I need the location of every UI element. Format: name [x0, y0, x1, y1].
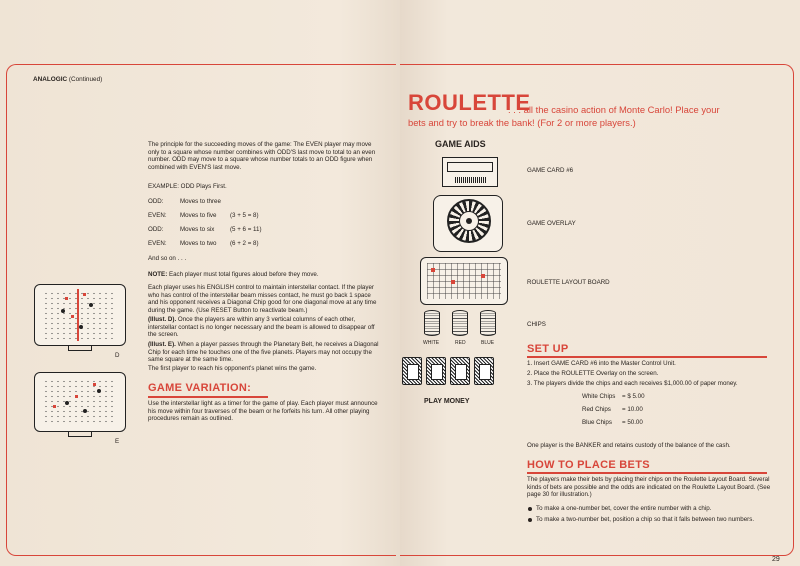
money-bill-image [450, 357, 470, 385]
money-bill-image [426, 357, 446, 385]
variation-underline [148, 396, 268, 398]
banker-paragraph: One player is the BANKER and retains custody of the balance of the cash. [527, 442, 731, 449]
example-calc: (5 + 6 = 11) [230, 226, 262, 233]
illustration-d-screen [34, 284, 126, 346]
illustration-e-screen [34, 372, 126, 432]
example-calc: (3 + 5 = 8) [230, 212, 259, 219]
illustration-d-caption: D [115, 352, 120, 359]
money-bill-image [402, 357, 422, 385]
play-money-label: PLAY MONEY [424, 398, 470, 405]
overlay-wheel-image [433, 195, 503, 252]
section-header: ANALOGIC (Continued) [33, 76, 103, 83]
chip-color-label: WHITE [423, 340, 440, 346]
example-title: EXAMPLE: ODD Plays First. [148, 183, 227, 190]
page-number: 29 [772, 556, 780, 563]
chip-value-amount: = $ 5.00 [622, 393, 645, 400]
howto-heading: HOW TO PLACE BETS [527, 459, 650, 471]
aid-label-layout-board: ROULETTE LAYOUT BOARD [527, 279, 610, 286]
example-player: ODD: [148, 226, 164, 233]
variation-heading: GAME VARIATION: [148, 382, 252, 394]
setup-step: 3. The players divide the chips and each receives $1,000.00 of paper money. [527, 380, 738, 387]
howto-paragraph: The players make their bets by placing their chips on the Roulette Layout Board. Several kinds of bets are possible and the odds are indicated on the Roulette Layout Board. (See page 30 for illustration.) [527, 476, 771, 499]
intro-paragraph: The principle for the succeeding moves of the game: The EVEN player may move only to a square whose number combines with ODD'S last move to total to an even number. ODD may move to a square whose number totals to an ODD figure when combined with EVEN'S last move. [148, 141, 376, 171]
money-bill-image [474, 357, 494, 385]
example-move: Moves to five [180, 212, 217, 219]
bullet-icon [528, 507, 532, 511]
example-player: EVEN: [148, 240, 167, 247]
example-player: EVEN: [148, 212, 167, 219]
game-aids-heading: GAME AIDS [435, 139, 486, 149]
chip-value-amount: = 10.00 [622, 406, 643, 413]
note-paragraph: NOTE: Each player must total figures aloud before they move. [148, 271, 319, 278]
and-so-on: And so on . . . [148, 255, 187, 262]
example-player: ODD: [148, 198, 164, 205]
roulette-title: ROULETTE [408, 90, 531, 115]
chip-value-name: Blue Chips [582, 419, 612, 426]
aid-label-game-card: GAME CARD #6 [527, 167, 574, 174]
blue-chip-stack [480, 310, 496, 336]
game-card-image [442, 157, 498, 187]
aid-label-overlay: GAME OVERLAY [527, 220, 576, 227]
english-control-paragraph: Each player uses his ENGLISH control to maintain interstellar contact. If the player who has control of the interstellar beam misses contact, he must go back 1 space and his opponent receives a Diagonal Chip good for one diagonal move at any time during the game. (Use RESET Button to reactivate beam.) [148, 284, 377, 314]
setup-heading: SET UP [527, 343, 569, 355]
chip-value-amount: = 50.00 [622, 419, 643, 426]
chip-value-name: White Chips [582, 393, 616, 400]
layout-board-image [420, 257, 508, 305]
final-paragraph: The first player to reach his opponent's planet wins the game. [148, 365, 317, 372]
tagline-line-2: bets and try to break the bank! (For 2 or more players.) [408, 117, 636, 128]
tagline-line-1: . . . all the casino action of Monte Carlo! Place your [508, 104, 720, 115]
howto-underline [527, 472, 767, 474]
variation-paragraph: Use the interstellar light as a timer for the game of play. Each player must announce his move within four traverses of the beam or he forfeits his turn. All other playing procedures remain as outlined. [148, 400, 378, 423]
setup-step: 2. Place the ROULETTE Overlay on the screen. [527, 370, 659, 377]
chip-value-name: Red Chips [582, 406, 611, 413]
illust-d-paragraph: (Illust. D). Once the players are within any 3 vertical columns of each other, interstellar contact is no longer necessary and the beam is allowed to disappear off the screen. [148, 316, 375, 339]
red-chip-stack [452, 310, 468, 336]
example-move: Moves to two [180, 240, 217, 247]
illustration-e-caption: E [115, 438, 120, 445]
setup-underline [527, 356, 767, 358]
example-move: Moves to three [180, 198, 221, 205]
bet-instruction: To make a two-number bet, position a chip so that it falls between two numbers. [536, 516, 755, 523]
aid-label-chips: CHIPS [527, 321, 546, 328]
example-calc: (6 + 2 = 8) [230, 240, 259, 247]
example-move: Moves to six [180, 226, 215, 233]
illust-e-paragraph: (Illust. E). When a player passes through the Planetary Belt, he receives a Diagonal Chip for each time he touches one of the five planets. Players may not occupy the same square at the same time. [148, 341, 379, 364]
bullet-icon [528, 518, 532, 522]
white-chip-stack [424, 310, 440, 336]
bet-instruction: To make a one-number bet, cover the entire number with a chip. [536, 505, 712, 512]
chip-color-label: RED [455, 340, 466, 346]
chip-color-label: BLUE [481, 340, 495, 346]
setup-step: 1. Insert GAME CARD #6 into the Master Control Unit. [527, 360, 676, 367]
